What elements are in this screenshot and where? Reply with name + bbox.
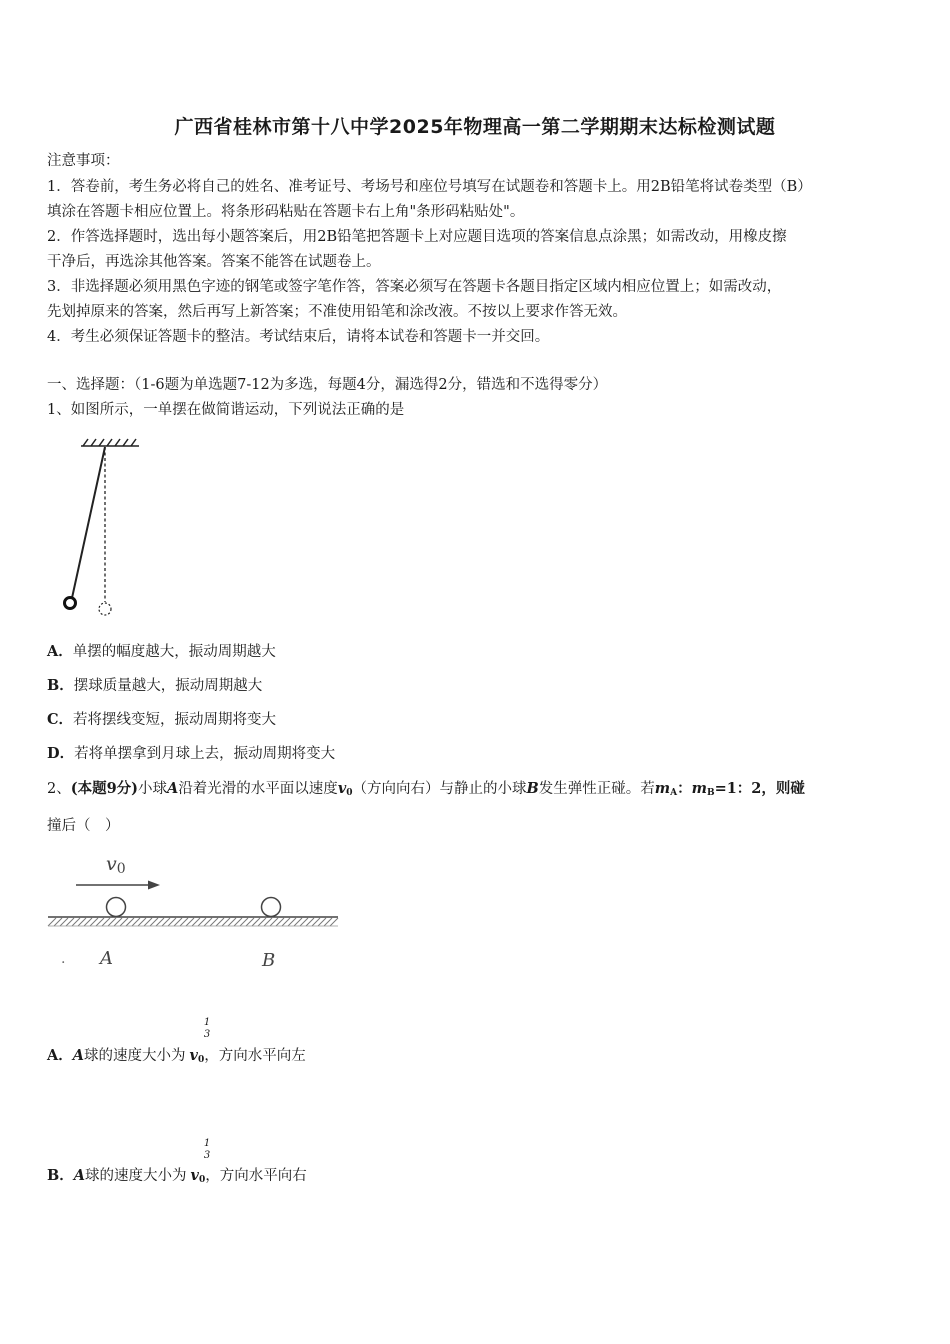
q2-option-a-label: A． [47, 1047, 73, 1064]
q2-points: (本题9分) [70, 780, 139, 797]
q1-option-d-label: D． [47, 745, 75, 762]
q2-velocity: v [337, 780, 347, 797]
question-2-stem [47, 779, 805, 803]
pendulum-figure [55, 430, 145, 625]
notice-line-3: 2．作答选择题时，选出每小题答案后，用2B铅笔把答题卡上对应题目选项的答案信息点涂黑；如需改动，用橡皮擦 [47, 229, 787, 245]
question-2-stem-line-2: 撞后（ ） [47, 818, 120, 834]
question-1-stem: 1、如图所示，一单摆在做简谐运动，下列说法正确的是 [47, 402, 405, 418]
q2-number: 2、 [47, 781, 71, 797]
ceiling-hatch [81, 439, 139, 446]
q2-option-a-fraction [202, 1017, 212, 1041]
fraction-denominator: 3 [203, 1150, 211, 1161]
collision-figure [44, 846, 344, 976]
q2-text-3: （方向向右）与静止的小球 [352, 781, 527, 797]
notice-line-4: 干净后，再选涂其他答案。答案不能答在试题卷上。 [47, 254, 381, 270]
fraction-denominator: 3 [203, 1029, 211, 1040]
notice-line-1: 1．答卷前，考生务必将自己的姓名、准考证号、考场号和座位号填写在试题卷和答题卡上。用2B铅笔将试卷类型（B） [47, 179, 812, 195]
pendulum-bob [65, 598, 76, 609]
q2-text-4: 发生弹性正碰。若 [538, 781, 655, 797]
q1-option-a-label: A． [47, 643, 73, 660]
q2-ratio: =1：2，则碰 [714, 780, 805, 797]
page-title: 广西省桂林市第十八中学2025年物理高一第二学期期末达标检测试题 [174, 116, 776, 138]
q2-option-b-label: B． [47, 1167, 74, 1184]
ball-a [107, 898, 126, 917]
q1-option-a[interactable] [47, 642, 276, 662]
q1-option-c-label: C． [47, 711, 74, 728]
q2-option-a[interactable] [47, 1046, 306, 1070]
q2-option-a-ball: A [72, 1047, 85, 1064]
q1-option-c-text: 若将摆线变短，振动周期将变大 [73, 712, 277, 728]
fraction-numerator: 1 [203, 1138, 211, 1149]
q2-option-a-velocity-sub: 0 [197, 1055, 205, 1065]
q2-option-b-fraction [202, 1138, 212, 1162]
fraction-numerator: 1 [203, 1017, 211, 1028]
q2-option-b-velocity-sub: 0 [198, 1175, 206, 1185]
q2-text-2: 沿着光滑的水平面以速度 [178, 781, 338, 797]
q2-option-b-text-2: ，方向水平向右 [205, 1168, 307, 1184]
q1-option-b-text: 摆球质量越大，振动周期越大 [73, 678, 263, 694]
q2-option-b-velocity: v [190, 1167, 199, 1184]
label-b: B [262, 950, 276, 971]
q2-velocity-sub: 0 [346, 788, 353, 798]
q2-ball-a: A [167, 780, 179, 797]
q2-mass-a-sub: A [670, 788, 678, 798]
label-dot: . [61, 951, 66, 967]
q2-option-a-velocity: v [189, 1047, 198, 1064]
notice-line-2: 填涂在答题卡相应位置上。将条形码粘贴在答题卡右上角"条形码粘贴处"。 [47, 204, 525, 220]
pendulum-string [72, 447, 105, 598]
q2-ball-b: B [526, 780, 539, 797]
notice-line-7: 4．考生必须保证答题卡的整洁。考试结束后，请将本试卷和答题卡一并交回。 [47, 329, 550, 345]
q2-option-a-text-2: ，方向水平向左 [204, 1048, 306, 1064]
q2-text-1: 小球 [138, 781, 168, 797]
q1-option-d-text: 若将单摆拿到月球上去，振动周期将变大 [74, 746, 336, 762]
ground-hatch [48, 918, 338, 926]
velocity-label: v0 [106, 853, 126, 877]
notice-heading: 注意事项： [47, 153, 120, 169]
q2-colon: ： [677, 780, 692, 797]
q1-option-b-label: B． [47, 677, 74, 694]
q2-option-b-ball: A [73, 1167, 86, 1184]
velocity-arrow-head [148, 881, 160, 890]
notice-line-5: 3．非选择题必须用黑色字迹的钢笔或签字笔作答，答案必须写在答题卡各题目指定区域内相应位置上；如需改动， [47, 279, 782, 295]
q1-option-b[interactable] [47, 676, 262, 696]
q2-mass-b: m [691, 780, 707, 797]
q1-option-c[interactable] [47, 710, 276, 730]
q1-option-d[interactable] [47, 744, 335, 764]
q2-option-b-text-1: 球的速度大小为 [85, 1168, 187, 1184]
label-a: A [100, 948, 113, 969]
section-heading: 一、选择题：（1-6题为单选题7-12为多选，每题4分，漏选得2分，错选和不选得零分） [47, 377, 608, 393]
ball-b [262, 898, 281, 917]
q1-option-a-text: 单摆的幅度越大，振动周期越大 [72, 644, 276, 660]
q2-option-b[interactable] [47, 1166, 307, 1190]
notice-line-6: 先划掉原来的答案，然后再写上新答案；不准使用铅笔和涂改液。不按以上要求作答无效。 [47, 304, 627, 320]
q2-mass-b-sub: B [706, 788, 715, 798]
q2-mass-a: m [654, 780, 671, 797]
equilibrium-bob [99, 603, 111, 615]
q2-option-a-text-1: 球的速度大小为 [84, 1048, 186, 1064]
